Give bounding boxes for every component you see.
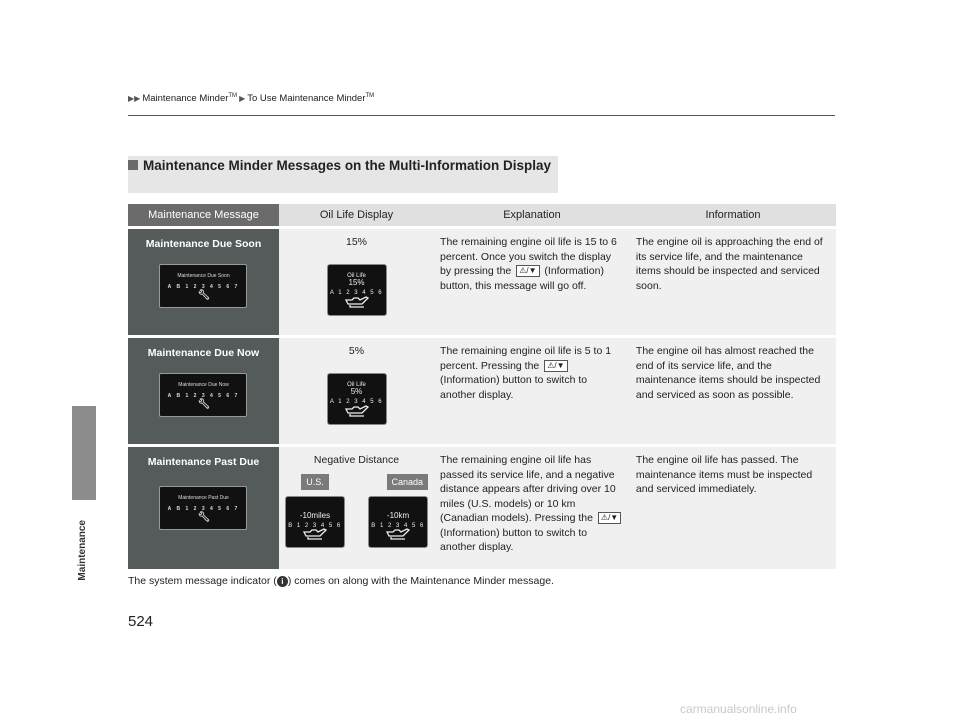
explanation-text: (Information) button, this message will go off. bbox=[440, 265, 604, 292]
column-header: Oil Life Display bbox=[279, 204, 434, 226]
table-header-row bbox=[128, 204, 836, 226]
table-row bbox=[128, 229, 836, 335]
oil-life-cell bbox=[279, 229, 434, 335]
message-cell bbox=[128, 447, 279, 569]
table-row bbox=[128, 338, 836, 444]
info-button-icon: ⚠/▼ bbox=[544, 360, 567, 372]
explanation-cell bbox=[434, 229, 630, 335]
message-cell bbox=[128, 229, 279, 335]
explanation-cell bbox=[434, 338, 630, 444]
us-screen bbox=[285, 496, 345, 548]
breadcrumb-arrow-icon: ▶ bbox=[239, 94, 246, 104]
oil-screen-label: Oil Life bbox=[347, 381, 366, 388]
breadcrumb-item-1[interactable]: Maintenance Minder™ bbox=[142, 93, 238, 105]
us-value: -10miles bbox=[299, 511, 331, 520]
information-cell: The engine oil life has passed. The maintenance items must be inspected and serviced immediately. bbox=[630, 447, 836, 569]
explanation-text: (Information) button to switch to another display. bbox=[440, 374, 588, 401]
header-rule bbox=[128, 115, 835, 116]
message-screen bbox=[159, 264, 247, 308]
column-header: Information bbox=[630, 204, 836, 226]
section-title: Maintenance Minder Messages on the Multi-Information Display bbox=[143, 158, 552, 173]
oil-can-icon bbox=[344, 295, 370, 309]
breadcrumb bbox=[128, 93, 374, 104]
explanation-cell bbox=[434, 447, 630, 569]
table-row bbox=[128, 447, 836, 569]
canada-display bbox=[368, 474, 428, 549]
sidebar-label: Maintenance bbox=[77, 520, 88, 581]
footnote-text: ) comes on along with the Maintenance Minder message. bbox=[287, 575, 554, 587]
message-name: Maintenance Past Due bbox=[147, 456, 260, 468]
us-display bbox=[285, 474, 345, 549]
explanation-text: The remaining engine oil life is 5 to 1 percent. Pressing the bbox=[440, 345, 612, 372]
oil-life-cell bbox=[279, 447, 434, 569]
footnote-text: The system message indicator ( bbox=[128, 575, 277, 587]
oil-life-value: 5% bbox=[348, 345, 365, 357]
screen-codes: B 1 2 3 4 5 6 bbox=[288, 523, 342, 529]
page-number: 524 bbox=[128, 613, 154, 630]
screen-codes: A B 1 2 3 4 5 6 7 bbox=[167, 505, 240, 512]
oil-can-icon bbox=[302, 527, 328, 541]
oil-life-value: Negative Distance bbox=[313, 454, 400, 466]
oil-can-icon bbox=[385, 527, 411, 541]
column-header: Maintenance Message bbox=[128, 204, 279, 226]
screen-codes: B 1 2 3 4 5 6 bbox=[371, 523, 425, 529]
canada-tag: Canada bbox=[387, 474, 429, 491]
info-button-icon: ⚠/▼ bbox=[598, 512, 621, 524]
information-cell: The engine oil is approaching the end of its service life, and the maintenance items should be inspected and serviced soon. bbox=[630, 229, 836, 335]
wrench-icon: 🔧︎ bbox=[197, 511, 211, 523]
canada-screen bbox=[368, 496, 428, 548]
oil-can-icon bbox=[344, 404, 370, 418]
message-screen bbox=[159, 486, 247, 530]
column-header: Explanation bbox=[434, 204, 630, 226]
oil-screen-label: Oil Life bbox=[347, 272, 366, 279]
message-cell bbox=[128, 338, 279, 444]
breadcrumb-item-2[interactable]: To Use Maintenance Minder™ bbox=[247, 93, 375, 105]
oil-life-screen bbox=[327, 264, 387, 316]
explanation-text: The remaining engine oil life has passed its service life, and a negative distance appears after driving over 10 miles (U.S. models) or 10 km (Canadian models). Pressing the bbox=[440, 454, 616, 524]
section-bullet-icon bbox=[128, 160, 138, 170]
wrench-icon: 🔧︎ bbox=[197, 398, 211, 410]
info-button-icon: ⚠/▼ bbox=[516, 265, 539, 277]
message-screen bbox=[159, 373, 247, 417]
maintenance-table bbox=[128, 201, 836, 572]
wrench-icon: 🔧︎ bbox=[197, 289, 211, 301]
footnote bbox=[128, 575, 554, 587]
explanation-text: (Information) button to switch to another display. bbox=[440, 526, 588, 553]
oil-life-value: 15% bbox=[346, 236, 368, 248]
explanation-text: The remaining engine oil life is 15 to 6 percent. Once you switch the display by pressing the bbox=[440, 236, 617, 277]
watermark: carmanualsonline.info bbox=[680, 702, 797, 716]
screen-title: Maintenance Past Due bbox=[178, 494, 229, 501]
oil-screen-codes: A 1 2 3 4 5 6 bbox=[329, 398, 384, 405]
us-tag: U.S. bbox=[301, 474, 329, 491]
canada-value: -10km bbox=[386, 511, 410, 520]
oil-screen-value: 5% bbox=[350, 386, 363, 396]
oil-life-cell bbox=[279, 338, 434, 444]
screen-codes: A B 1 2 3 4 5 6 7 bbox=[167, 392, 240, 399]
message-name: Maintenance Due Soon bbox=[145, 238, 262, 250]
oil-life-screen bbox=[327, 373, 387, 425]
screen-title: Maintenance Due Now bbox=[178, 381, 229, 388]
screen-codes: A B 1 2 3 4 5 6 7 bbox=[167, 283, 240, 290]
screen-title: Maintenance Due Soon bbox=[177, 272, 230, 279]
oil-screen-value: 15% bbox=[348, 277, 365, 287]
system-message-indicator-icon: i bbox=[277, 576, 288, 587]
information-cell: The engine oil has almost reached the end of its service life, and the maintenance items should be inspected and serviced as soon as possible. bbox=[630, 338, 836, 444]
breadcrumb-arrow-icon: ▶▶ bbox=[128, 94, 141, 104]
message-name: Maintenance Due Now bbox=[147, 347, 260, 359]
region-screens bbox=[285, 474, 428, 549]
sidebar-tab bbox=[72, 406, 96, 500]
oil-screen-codes: A 1 2 3 4 5 6 bbox=[329, 289, 384, 296]
